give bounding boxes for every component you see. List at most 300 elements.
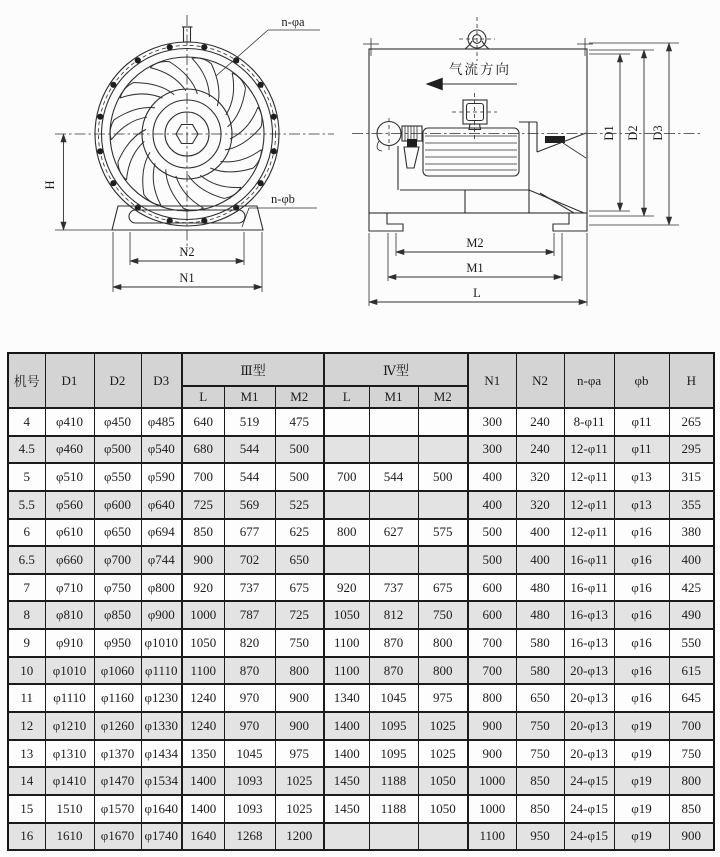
table-cell: 265: [669, 408, 714, 436]
table-cell: 975: [275, 740, 324, 768]
table-cell: 1050: [418, 795, 468, 823]
dim-label-d2: D2: [626, 125, 640, 141]
table-cell: 900: [669, 823, 714, 851]
table-cell: φ16: [614, 601, 669, 629]
table-cell: φ640: [141, 491, 182, 519]
table-cell: φ800: [141, 574, 182, 602]
table-cell: 240: [516, 436, 564, 464]
table-cell: φ694: [141, 519, 182, 547]
diffuser-strut-lower2: [540, 193, 574, 213]
table-cell: φ485: [141, 408, 182, 436]
table-cell: 12-φ11: [564, 436, 614, 464]
dimension-table: [7, 352, 715, 851]
table-cell: φ700: [94, 546, 141, 574]
table-row: [8, 574, 714, 602]
table-cell: 20-φ13: [564, 740, 614, 768]
table-cell: φ11: [614, 436, 669, 464]
table-cell: 600: [468, 574, 516, 602]
table-cell: 1240: [182, 712, 224, 740]
table-row: [8, 519, 714, 547]
table-cell: 750: [516, 740, 564, 768]
table-cell: 20-φ13: [564, 712, 614, 740]
table-cell: 900: [275, 684, 324, 712]
table-cell: φ1010: [45, 657, 94, 685]
table-row: [8, 491, 714, 519]
table-cell: 800: [418, 657, 468, 685]
table-cell: [369, 823, 418, 851]
table-cell: 750: [516, 712, 564, 740]
front-view-drawing: [43, 15, 334, 292]
table-cell: φ410: [45, 408, 94, 436]
table-cell: 1100: [468, 823, 516, 851]
table-cell: φ750: [94, 574, 141, 602]
table-cell: φ650: [94, 519, 141, 547]
table-cell: φ710: [45, 574, 94, 602]
table-cell: 1200: [275, 823, 324, 851]
table-cell: 1350: [182, 740, 224, 768]
table-cell: 24-φ15: [564, 823, 614, 851]
table-cell: 675: [418, 574, 468, 602]
table-row: [8, 463, 714, 491]
table-cell: 600: [468, 601, 516, 629]
table-cell: φ1260: [94, 712, 141, 740]
table-row: [8, 740, 714, 768]
table-cell: 800: [275, 657, 324, 685]
table-cell: φ1534: [141, 767, 182, 795]
table-cell: 615: [669, 657, 714, 685]
col-header-iii-l: L: [182, 386, 224, 408]
table-cell: [324, 823, 369, 851]
table-cell: 1510: [45, 795, 94, 823]
table-cell: φ1570: [94, 795, 141, 823]
table-cell: 519: [224, 408, 275, 436]
table-cell: φ1330: [141, 712, 182, 740]
table-cell: φ16: [614, 546, 669, 574]
table-cell: φ19: [614, 712, 669, 740]
col-header-type-iv: Ⅳ型: [324, 353, 468, 386]
table-cell: φ950: [94, 629, 141, 657]
table-cell: φ510: [45, 463, 94, 491]
table-cell: 480: [516, 601, 564, 629]
table-cell: 850: [516, 795, 564, 823]
table-cell: 15: [8, 795, 45, 823]
table-cell: 569: [224, 491, 275, 519]
table-cell: 700: [468, 657, 516, 685]
table-cell: 4: [8, 408, 45, 436]
dim-label-n2: N2: [179, 245, 195, 259]
table-cell: 380: [669, 519, 714, 547]
table-cell: φ16: [614, 574, 669, 602]
table-cell: [369, 436, 418, 464]
col-header-d1: D1: [45, 353, 94, 408]
table-cell: 400: [468, 463, 516, 491]
table-cell: φ900: [141, 601, 182, 629]
table-cell: 750: [418, 601, 468, 629]
table-cell: 800: [468, 684, 516, 712]
table-cell: φ590: [141, 463, 182, 491]
col-header-type-iii: Ⅲ型: [182, 353, 324, 386]
table-cell: φ16: [614, 519, 669, 547]
technical-drawings: [0, 0, 720, 348]
table-cell: 750: [275, 629, 324, 657]
table-row: [8, 823, 714, 851]
table-cell: 5: [8, 463, 45, 491]
table-cell: 544: [224, 436, 275, 464]
table-cell: φ1110: [141, 657, 182, 685]
table-cell: 970: [224, 684, 275, 712]
col-header-n-phi-a: n-φa: [564, 353, 614, 408]
table-row: [8, 657, 714, 685]
table-cell: φ1470: [94, 767, 141, 795]
table-cell: φ660: [45, 546, 94, 574]
table-cell: 400: [516, 519, 564, 547]
table-cell: 6: [8, 519, 45, 547]
table-cell: 11: [8, 684, 45, 712]
table-cell: φ13: [614, 491, 669, 519]
table-cell: [418, 491, 468, 519]
table-cell: [369, 491, 418, 519]
table-cell: φ540: [141, 436, 182, 464]
table-cell: 500: [468, 519, 516, 547]
airflow-direction-label: 气流方向: [449, 62, 511, 77]
table-cell: 1025: [275, 795, 324, 823]
table-cell: 920: [182, 574, 224, 602]
table-cell: 950: [516, 823, 564, 851]
table-cell: φ460: [45, 436, 94, 464]
table-cell: 580: [516, 629, 564, 657]
table-cell: 625: [275, 519, 324, 547]
table-cell: 400: [516, 546, 564, 574]
table-cell: 575: [418, 519, 468, 547]
table-cell: 900: [468, 740, 516, 768]
col-header-iii-m2: M2: [275, 386, 324, 408]
table-row: [8, 629, 714, 657]
table-cell: φ560: [45, 491, 94, 519]
table-cell: 1000: [182, 601, 224, 629]
table-cell: 20-φ13: [564, 684, 614, 712]
table-cell: 677: [224, 519, 275, 547]
side-view-drawing: [352, 17, 700, 306]
table-cell: 1000: [468, 767, 516, 795]
table-cell: 320: [516, 491, 564, 519]
table-cell: 12-φ11: [564, 491, 614, 519]
table-cell: 16-φ13: [564, 629, 614, 657]
diffuser-strut-small: [563, 143, 586, 158]
table-cell: 1188: [369, 795, 418, 823]
col-header-iv-m2: M2: [418, 386, 468, 408]
table-cell: 1400: [182, 767, 224, 795]
table-cell: 850: [669, 795, 714, 823]
table-cell: φ600: [94, 491, 141, 519]
dim-label-d1: D1: [602, 125, 616, 141]
table-cell: 7: [8, 574, 45, 602]
table-cell: 13: [8, 740, 45, 768]
dim-label-n1: N1: [179, 271, 195, 285]
motor-body: [423, 128, 519, 176]
table-cell: 870: [369, 657, 418, 685]
table-cell: φ850: [94, 601, 141, 629]
right-foot: [553, 213, 587, 231]
table-cell: φ19: [614, 767, 669, 795]
table-cell: φ1670: [94, 823, 141, 851]
table-cell: 800: [324, 519, 369, 547]
bolt-hole-label-a: n-φa: [281, 15, 305, 29]
table-cell: [418, 546, 468, 574]
table-cell: φ1310: [45, 740, 94, 768]
table-cell: 800: [669, 767, 714, 795]
table-cell: 1188: [369, 767, 418, 795]
table-cell: 16: [8, 823, 45, 851]
table-cell: 544: [224, 463, 275, 491]
table-cell: 702: [224, 546, 275, 574]
table-cell: 16-φ13: [564, 601, 614, 629]
table-cell: φ810: [45, 601, 94, 629]
table-cell: 970: [224, 712, 275, 740]
table-cell: 16-φ11: [564, 574, 614, 602]
table-cell: φ16: [614, 629, 669, 657]
table-row: [8, 795, 714, 823]
col-header-n1: N1: [468, 353, 516, 408]
table-cell: 20-φ13: [564, 657, 614, 685]
table-cell: φ550: [94, 463, 141, 491]
col-header-iv-l: L: [324, 386, 369, 408]
table-row: [8, 546, 714, 574]
table-cell: 1025: [275, 767, 324, 795]
table-cell: 700: [182, 463, 224, 491]
table-cell: [418, 823, 468, 851]
table-cell: φ1410: [45, 767, 94, 795]
table-cell: 4.5: [8, 436, 45, 464]
table-cell: 12: [8, 712, 45, 740]
table-cell: 580: [516, 657, 564, 685]
table-cell: 400: [669, 546, 714, 574]
table-cell: φ450: [94, 408, 141, 436]
table-cell: φ1110: [45, 684, 94, 712]
table-cell: φ16: [614, 684, 669, 712]
table-cell: 1095: [369, 740, 418, 768]
table-cell: 8: [8, 601, 45, 629]
col-header-iii-m1: M1: [224, 386, 275, 408]
table-cell: 9: [8, 629, 45, 657]
col-header-phi-b: φb: [614, 353, 669, 408]
table-cell: φ1060: [94, 657, 141, 685]
table-cell: 400: [468, 491, 516, 519]
table-row: [8, 408, 714, 436]
table-cell: 650: [275, 546, 324, 574]
table-cell: 12-φ11: [564, 463, 614, 491]
table-cell: 1050: [418, 767, 468, 795]
table-cell: 900: [468, 712, 516, 740]
table-cell: [418, 408, 468, 436]
table-row: [8, 767, 714, 795]
table-cell: 870: [224, 657, 275, 685]
table-cell: 480: [516, 574, 564, 602]
table-cell: 812: [369, 601, 418, 629]
table-cell: 475: [275, 408, 324, 436]
table-cell: 1093: [224, 767, 275, 795]
table-cell: φ16: [614, 657, 669, 685]
table-cell: 320: [516, 463, 564, 491]
table-cell: 1450: [324, 795, 369, 823]
table-cell: 500: [468, 546, 516, 574]
table-cell: 295: [669, 436, 714, 464]
table-cell: φ19: [614, 795, 669, 823]
table-cell: 1050: [182, 629, 224, 657]
col-header-h: H: [669, 353, 714, 408]
left-foot: [369, 213, 403, 231]
table-body: [8, 408, 714, 850]
table-cell: φ744: [141, 546, 182, 574]
dim-label-d3: D3: [651, 125, 665, 141]
table-cell: 6.5: [8, 546, 45, 574]
table-row: [8, 436, 714, 464]
col-header-n2: N2: [516, 353, 564, 408]
table-cell: 5.5: [8, 491, 45, 519]
table-cell: 850: [182, 519, 224, 547]
table-cell: 1400: [324, 712, 369, 740]
table-cell: 1450: [324, 767, 369, 795]
table-cell: 1400: [182, 795, 224, 823]
table-cell: 820: [224, 629, 275, 657]
table-cell: 1100: [182, 657, 224, 685]
diffuser-strut-lower: [529, 190, 584, 213]
table-cell: 8-φ11: [564, 408, 614, 436]
table-row: [8, 684, 714, 712]
table-cell: 900: [275, 712, 324, 740]
table-cell: [418, 436, 468, 464]
table-cell: 240: [516, 408, 564, 436]
col-header-machine-no: 机号: [8, 353, 45, 408]
table-cell: [324, 436, 369, 464]
table-cell: 787: [224, 601, 275, 629]
table-cell: 1050: [324, 601, 369, 629]
table-cell: 737: [369, 574, 418, 602]
table-cell: 490: [669, 601, 714, 629]
dim-label-h: H: [43, 180, 57, 190]
table-cell: 10: [8, 657, 45, 685]
motor-fins: [425, 136, 517, 170]
table-cell: φ500: [94, 436, 141, 464]
table-cell: 920: [324, 574, 369, 602]
table-cell: 645: [669, 684, 714, 712]
bolt-hole-label-b: n-φb: [271, 192, 295, 206]
table-cell: 800: [418, 629, 468, 657]
coupling-block: [407, 139, 417, 147]
table-cell: 1640: [182, 823, 224, 851]
table-cell: 525: [275, 491, 324, 519]
col-header-d3: D3: [141, 353, 182, 408]
table-cell: 870: [369, 629, 418, 657]
table-cell: 680: [182, 436, 224, 464]
table-cell: 850: [516, 767, 564, 795]
col-header-iv-m1: M1: [369, 386, 418, 408]
table-cell: 675: [275, 574, 324, 602]
table-cell: 1045: [369, 684, 418, 712]
dim-label-m1: M1: [466, 261, 484, 275]
table-cell: 500: [275, 436, 324, 464]
table-cell: 700: [324, 463, 369, 491]
table-row: [8, 712, 714, 740]
table-cell: 725: [182, 491, 224, 519]
table-cell: 16-φ11: [564, 546, 614, 574]
table-cell: φ1230: [141, 684, 182, 712]
table-cell: φ11: [614, 408, 669, 436]
table-cell: φ13: [614, 463, 669, 491]
table-cell: [324, 546, 369, 574]
table-cell: [369, 546, 418, 574]
table-cell: 1240: [182, 684, 224, 712]
table-cell: φ1010: [141, 629, 182, 657]
table-cell: [324, 491, 369, 519]
table-cell: 640: [182, 408, 224, 436]
table-cell: φ1160: [94, 684, 141, 712]
table-cell: [324, 408, 369, 436]
table-cell: φ1434: [141, 740, 182, 768]
table-cell: [369, 408, 418, 436]
table-cell: 1025: [418, 712, 468, 740]
table-cell: 1100: [324, 657, 369, 685]
table-cell: 750: [669, 740, 714, 768]
table-cell: 24-φ15: [564, 795, 614, 823]
table-cell: 544: [369, 463, 418, 491]
table-cell: 1610: [45, 823, 94, 851]
table-cell: 425: [669, 574, 714, 602]
table-cell: 700: [669, 712, 714, 740]
table-cell: 1093: [224, 795, 275, 823]
table-cell: 1340: [324, 684, 369, 712]
bolt-label-b-leader: [242, 208, 249, 227]
table-cell: 14: [8, 767, 45, 795]
table-row: [8, 601, 714, 629]
table-cell: φ1740: [141, 823, 182, 851]
table-cell: 1268: [224, 823, 275, 851]
table-cell: 725: [275, 601, 324, 629]
table-cell: 1100: [324, 629, 369, 657]
table-cell: 24-φ15: [564, 767, 614, 795]
table-cell: 650: [516, 684, 564, 712]
table-cell: 700: [468, 629, 516, 657]
table-cell: φ1210: [45, 712, 94, 740]
table-cell: 1400: [324, 740, 369, 768]
table-cell: 1045: [224, 740, 275, 768]
table-cell: 975: [418, 684, 468, 712]
table-cell: φ1370: [94, 740, 141, 768]
table-cell: 500: [275, 463, 324, 491]
table-cell: φ19: [614, 823, 669, 851]
table-cell: φ1640: [141, 795, 182, 823]
table-cell: φ19: [614, 740, 669, 768]
motor-support-bracket: [404, 147, 419, 168]
table-cell: φ610: [45, 519, 94, 547]
table-cell: 355: [669, 491, 714, 519]
table-cell: 12-φ11: [564, 519, 614, 547]
table-cell: 500: [418, 463, 468, 491]
col-header-d2: D2: [94, 353, 141, 408]
table-cell: 1000: [468, 795, 516, 823]
table-cell: φ910: [45, 629, 94, 657]
table-cell: 1095: [369, 712, 418, 740]
diffuser-strut-upper: [537, 133, 586, 152]
table-header: [8, 353, 714, 408]
table-cell: 627: [369, 519, 418, 547]
table-cell: 1025: [418, 740, 468, 768]
table-cell: 300: [468, 408, 516, 436]
table-cell: 737: [224, 574, 275, 602]
table-cell: 550: [669, 629, 714, 657]
dim-label-m2: M2: [466, 236, 484, 250]
dim-label-l: L: [473, 286, 481, 300]
table-cell: 315: [669, 463, 714, 491]
